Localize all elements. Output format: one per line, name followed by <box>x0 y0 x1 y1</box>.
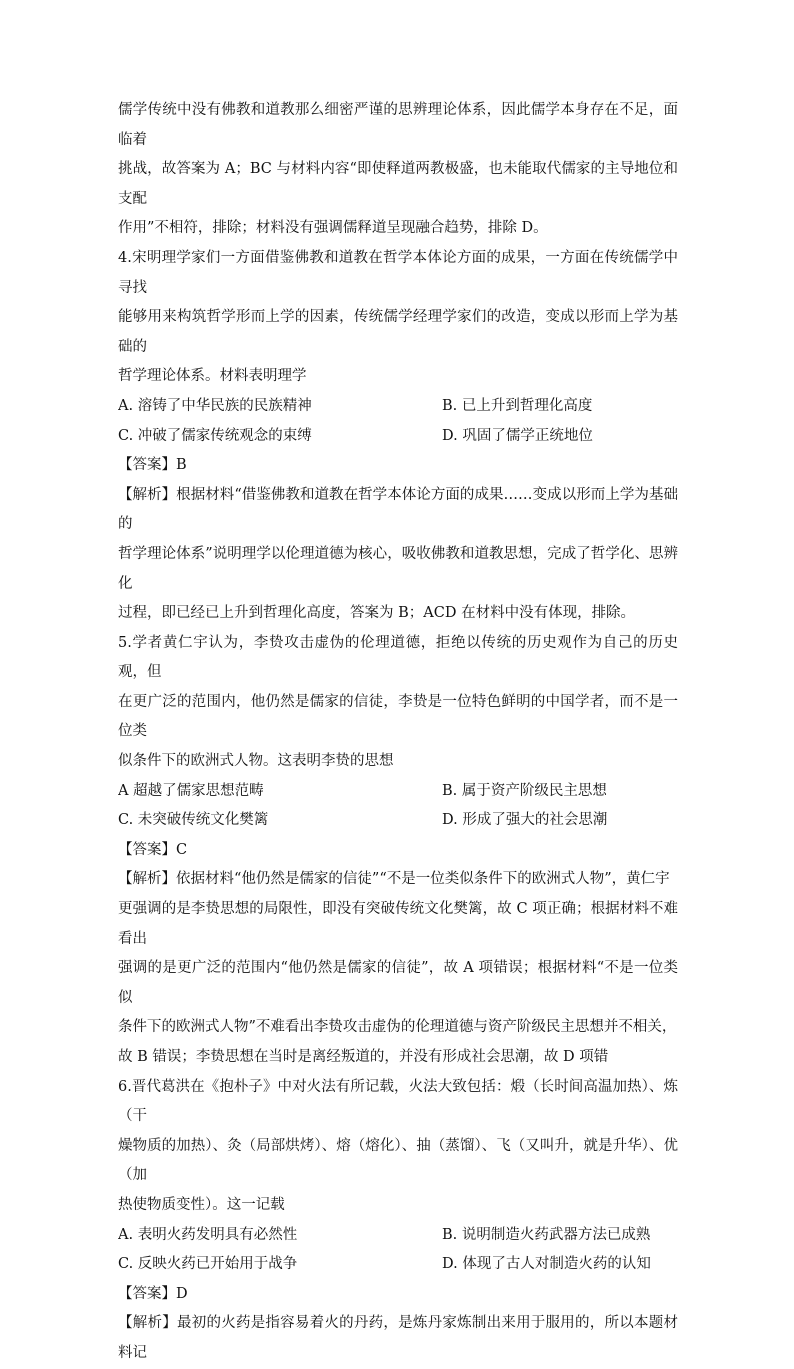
option-c: C. 反映火药已开始用于战争 <box>118 1256 298 1273</box>
intro-line: 挑战，故答案为 A；BC 与材料内容“即使释道两教极盛，也未能取代儒家的主导地位和支配 <box>118 161 678 207</box>
question-5-stem <box>118 629 678 777</box>
stem-line: 5.学者黄仁宇认为，李贽攻击虚伪的伦理道德，拒绝以传统的历史观作为自己的历史观，但 <box>118 634 678 681</box>
question-4-stem <box>118 244 678 392</box>
option-d: D. 形成了强大的社会思潮 <box>442 812 608 829</box>
stem-line: 4.宋明理学家们一方面借鉴佛教和道教在哲学本体论方面的成果，一方面在传统儒学中寻找 <box>118 249 678 296</box>
analysis-line: 【解析】根据材料“借鉴佛教和道教在哲学本体论方面的成果……变成以形而上学为基础的 <box>118 486 678 533</box>
stem-line: 在更广泛的范围内，他仍然是儒家的信徒，李贽是一位特色鲜明的中国学者，而不是一位类 <box>118 693 678 740</box>
question-4-answer: 【答案】B <box>118 457 187 474</box>
stem-line: 能够用来构筑哲学形而上学的因素，传统儒学经理学家们的改造，变成以形而上学为基础的 <box>118 309 678 355</box>
option-c: C. 冲破了儒家传统观念的束缚 <box>118 427 312 444</box>
document-page <box>118 96 678 1369</box>
question-5-options <box>118 777 678 836</box>
option-c: C. 未突破传统文化樊篱 <box>118 812 269 829</box>
stem-line: 热使物质变性）。这一记载 <box>118 1196 285 1213</box>
stem-line: 6.晋代葛洪在《抱朴子》中对火法有所记载，火法大致包括：煅（长时间高温加热）、炼（干 <box>118 1078 678 1125</box>
question-6-stem <box>118 1073 678 1221</box>
analysis-line: 故 B 错误；李贽思想在当时是离经叛道的，并没有形成社会思潮，故 D 项错 <box>118 1049 609 1065</box>
question-4-options <box>118 392 678 451</box>
intro-text <box>118 96 678 244</box>
question-4-analysis <box>118 481 678 629</box>
option-b: B. 属于资产阶级民主思想 <box>442 782 607 799</box>
intro-line: 儒学传统中没有佛教和道教那么细密严谨的思辨理论体系，因此儒学本身存在不足，面临着 <box>118 102 678 148</box>
analysis-line: 【解析】最初的火药是指容易着火的丹药，是炼丹家炼制出来用于服用的，所以本题材料记 <box>118 1315 678 1361</box>
question-6-analysis <box>118 1309 678 1368</box>
intro-line: 作用”不相符，排除；材料没有强调儒释道呈现融合趋势，排除 D。 <box>118 220 548 237</box>
option-d: D. 巩固了儒学正统地位 <box>442 427 593 444</box>
question-5-analysis <box>118 865 678 1072</box>
option-a: A. 表明火药发明具有必然性 <box>118 1226 298 1243</box>
analysis-line: 【解析】依据材料“他仍然是儒家的信徒”“不是一位类似条件下的欧洲式人物”，黄仁宇 <box>118 871 670 888</box>
question-6-answer: 【答案】D <box>118 1285 188 1302</box>
question-5-answer: 【答案】C <box>118 841 188 858</box>
stem-line: 似条件下的欧洲式人物。这表明李贽的思想 <box>118 753 394 770</box>
analysis-line: 更强调的是李贽思想的局限性，即没有突破传统文化樊篱，故 C 项正确；根据材料不难看出 <box>118 901 678 947</box>
analysis-line: 过程，即已经已上升到哲理化高度，答案为 B；ACD 在材料中没有体现，排除。 <box>118 605 636 622</box>
question-6-options <box>118 1221 678 1280</box>
option-a: A. 溶铸了中华民族的民族精神 <box>118 397 312 414</box>
stem-line: 哲学理论体系。材料表明理学 <box>118 368 307 385</box>
option-b: B. 已上升到哲理化高度 <box>442 397 593 414</box>
analysis-line: 条件下的欧洲式人物”不难看出李贽攻击虚伪的伦理道德与资产阶级民主思想并不相关， <box>118 1019 677 1036</box>
option-d: D. 体现了古人对制造火药的认知 <box>442 1256 651 1273</box>
analysis-line: 强调的是更广泛的范围内“他仍然是儒家的信徒”，故 A 项错误；根据材料“不是一位类似 <box>118 960 678 1006</box>
analysis-line: 哲学理论体系”说明理学以伦理道德为核心，吸收佛教和道教思想，完成了哲学化、思辨化 <box>118 545 678 592</box>
option-a: A 超越了儒家思想范畴 <box>118 782 264 799</box>
stem-line: 燥物质的加热）、灸（局部烘烤）、熔（熔化）、抽（蒸馏）、飞（又叫升，就是升华）、优（加 <box>118 1137 678 1184</box>
option-b: B. 说明制造火药武器方法已成熟 <box>442 1226 651 1243</box>
